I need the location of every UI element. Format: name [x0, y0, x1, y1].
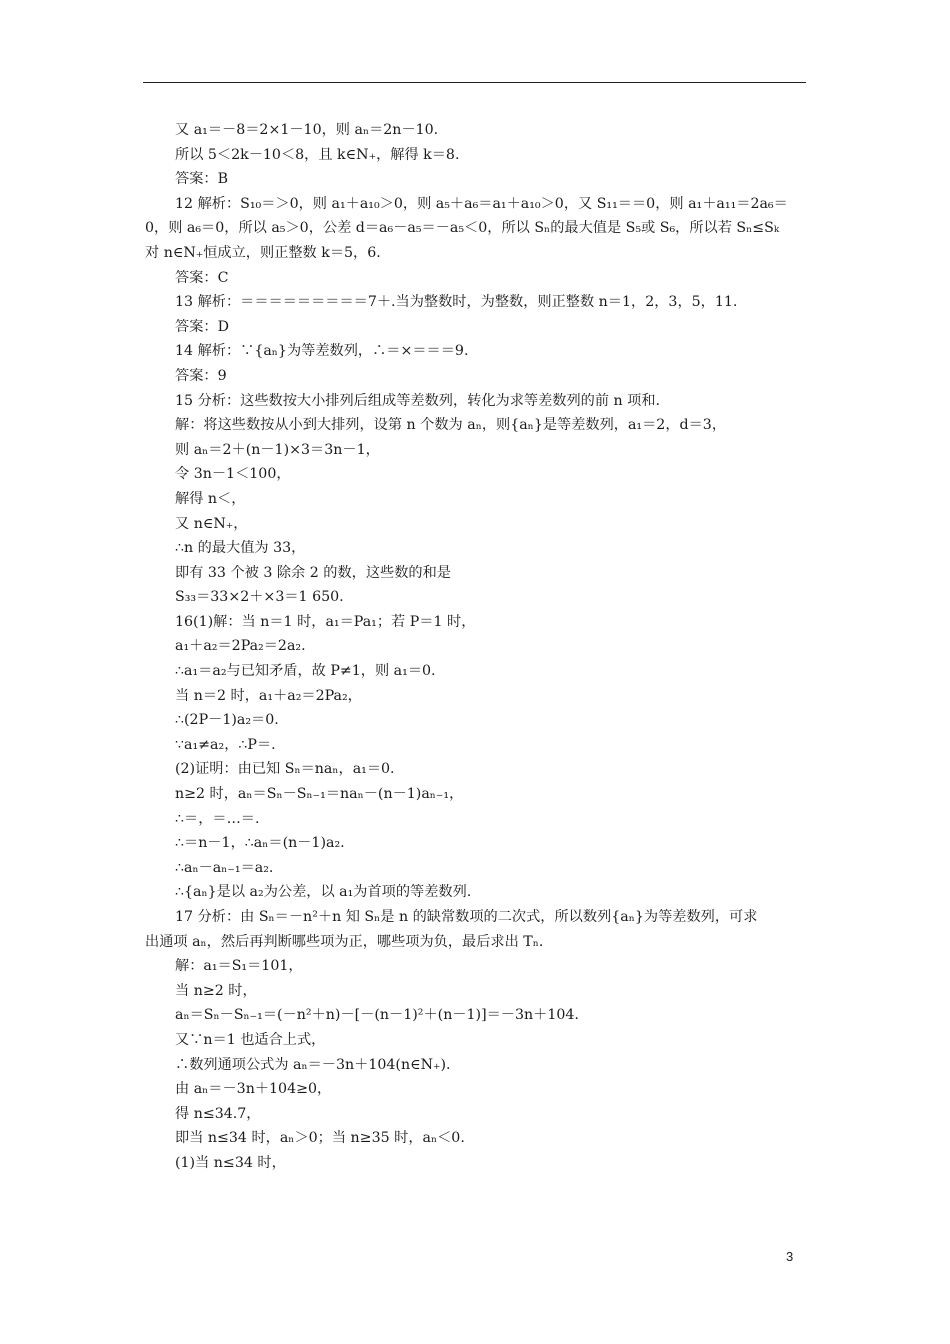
text-line: 由 aₙ＝－3n＋104≥0， — [175, 1081, 332, 1098]
text-line: ∴(2P－1)a₂＝0. — [175, 712, 279, 729]
header-rule — [143, 82, 806, 83]
text-line: ∴数列通项公式为 aₙ＝－3n＋104(n∈N₊). — [175, 1056, 451, 1073]
text-line: 解：a₁＝S₁＝101， — [175, 958, 303, 975]
text-line: ∴a₁＝a₂与已知矛盾，故 P≠1，则 a₁＝0. — [175, 663, 436, 680]
text-line: 答案：D — [175, 318, 229, 335]
text-line: (1)当 n≤34 时， — [175, 1154, 286, 1171]
text-line: 0，则 a₆＝0，所以 a₅＞0，公差 d＝a₆－a₅＝－a₅＜0，所以 Sₙ的最大值是 S₅或 S₆，所以若 Sₙ≤Sₖ — [145, 220, 780, 237]
text-line: 当 n＝2 时，a₁＋a₂＝2Pa₂， — [175, 687, 362, 704]
text-line: n≥2 时，aₙ＝Sₙ－Sₙ₋₁＝naₙ－(n－1)aₙ₋₁， — [175, 786, 464, 803]
text-line: 答案：B — [175, 171, 228, 188]
text-line: 又 a₁＝－8＝2×1－10，则 aₙ＝2n－10. — [175, 122, 439, 138]
text-line: 15 分析：这些数按大小排列后组成等差数列，转化为求等差数列的前 n 项和. — [175, 392, 661, 409]
text-line: ∴aₙ－aₙ₋₁＝a₂. — [175, 859, 274, 876]
text-line: S₃₃＝33×2＋×3＝1 650. — [175, 589, 344, 606]
text-line: 则 aₙ＝2＋(n－1)×3＝3n－1， — [175, 441, 380, 458]
text-line: (2)证明：由已知 Sₙ＝naₙ，a₁＝0. — [175, 761, 395, 778]
text-line: ∵a₁≠a₂，∴P＝. — [175, 736, 276, 753]
text-line: 解得 n＜， — [175, 490, 246, 507]
text-line: 16(1)解：当 n＝1 时，a₁＝Pa₁；若 P＝1 时， — [175, 613, 476, 630]
text-line: 17 分析：由 Sₙ＝－n²＋n 知 Sₙ是 n 的缺常数项的二次式，所以数列{aₙ}为等差数列，可求 — [175, 909, 758, 925]
text-line: 14 解析：∵{aₙ}为等差数列，∴＝×＝＝＝9. — [175, 343, 469, 360]
text-line: 12 解析：S₁₀＝＞0，则 a₁＋a₁₀＞0，则 a₅＋a₆＝a₁＋a₁₀＞0，又 S₁₁＝＝0，则 a₁＋a₁₁＝2a₆＝ — [175, 195, 788, 212]
text-line: 答案：9 — [175, 367, 227, 384]
text-line: 对 n∈N₊恒成立，则正整数 k＝5，6. — [145, 244, 381, 261]
text-line: 又∵n＝1 也适合上式， — [175, 1031, 326, 1048]
text-line: ∴＝，＝…＝. — [175, 810, 260, 827]
text-line: a₁＋a₂＝2Pa₂＝2a₂. — [175, 638, 306, 655]
text-line: ∴n 的最大值为 33， — [175, 540, 306, 557]
text-line: 13 解析：＝＝＝＝＝＝＝＝＝7＋.当为整数时，为整数，则正整数 n＝1，2，3，5，11. — [175, 294, 738, 311]
page-number: 3 — [786, 1249, 794, 1264]
text-line: ∴＝n－1，∴aₙ＝(n－1)a₂. — [175, 835, 345, 852]
text-line: 令 3n－1＜100， — [175, 466, 291, 483]
text-line: 即有 33 个被 3 除余 2 的数，这些数的和是 — [175, 564, 451, 581]
text-line: 解：将这些数按从小到大排列，设第 n 个数为 aₙ，则{aₙ}是等差数列，a₁＝2，d＝3， — [175, 417, 727, 434]
text-line: aₙ＝Sₙ－Sₙ₋₁＝(－n²＋n)－[－(n－1)²＋(n－1)]＝－3n＋104. — [175, 1007, 579, 1024]
document-body — [145, 118, 805, 1176]
text-line: 当 n≥2 时， — [175, 982, 257, 999]
text-line: ∴{aₙ}是以 a₂为公差，以 a₁为首项的等差数列. — [175, 884, 472, 901]
text-line: 答案：C — [175, 269, 229, 286]
text-line: 又 n∈N₊， — [175, 515, 248, 532]
text-line: 得 n≤34.7， — [175, 1105, 261, 1122]
text-line: 出通项 aₙ，然后再判断哪些项为正，哪些项为负，最后求出 Tₙ. — [145, 933, 544, 950]
text-line: 所以 5＜2k－10＜8，且 k∈N₊，解得 k＝8. — [175, 146, 460, 163]
text-line: 即当 n≤34 时，aₙ＞0；当 n≥35 时，aₙ＜0. — [175, 1130, 465, 1147]
